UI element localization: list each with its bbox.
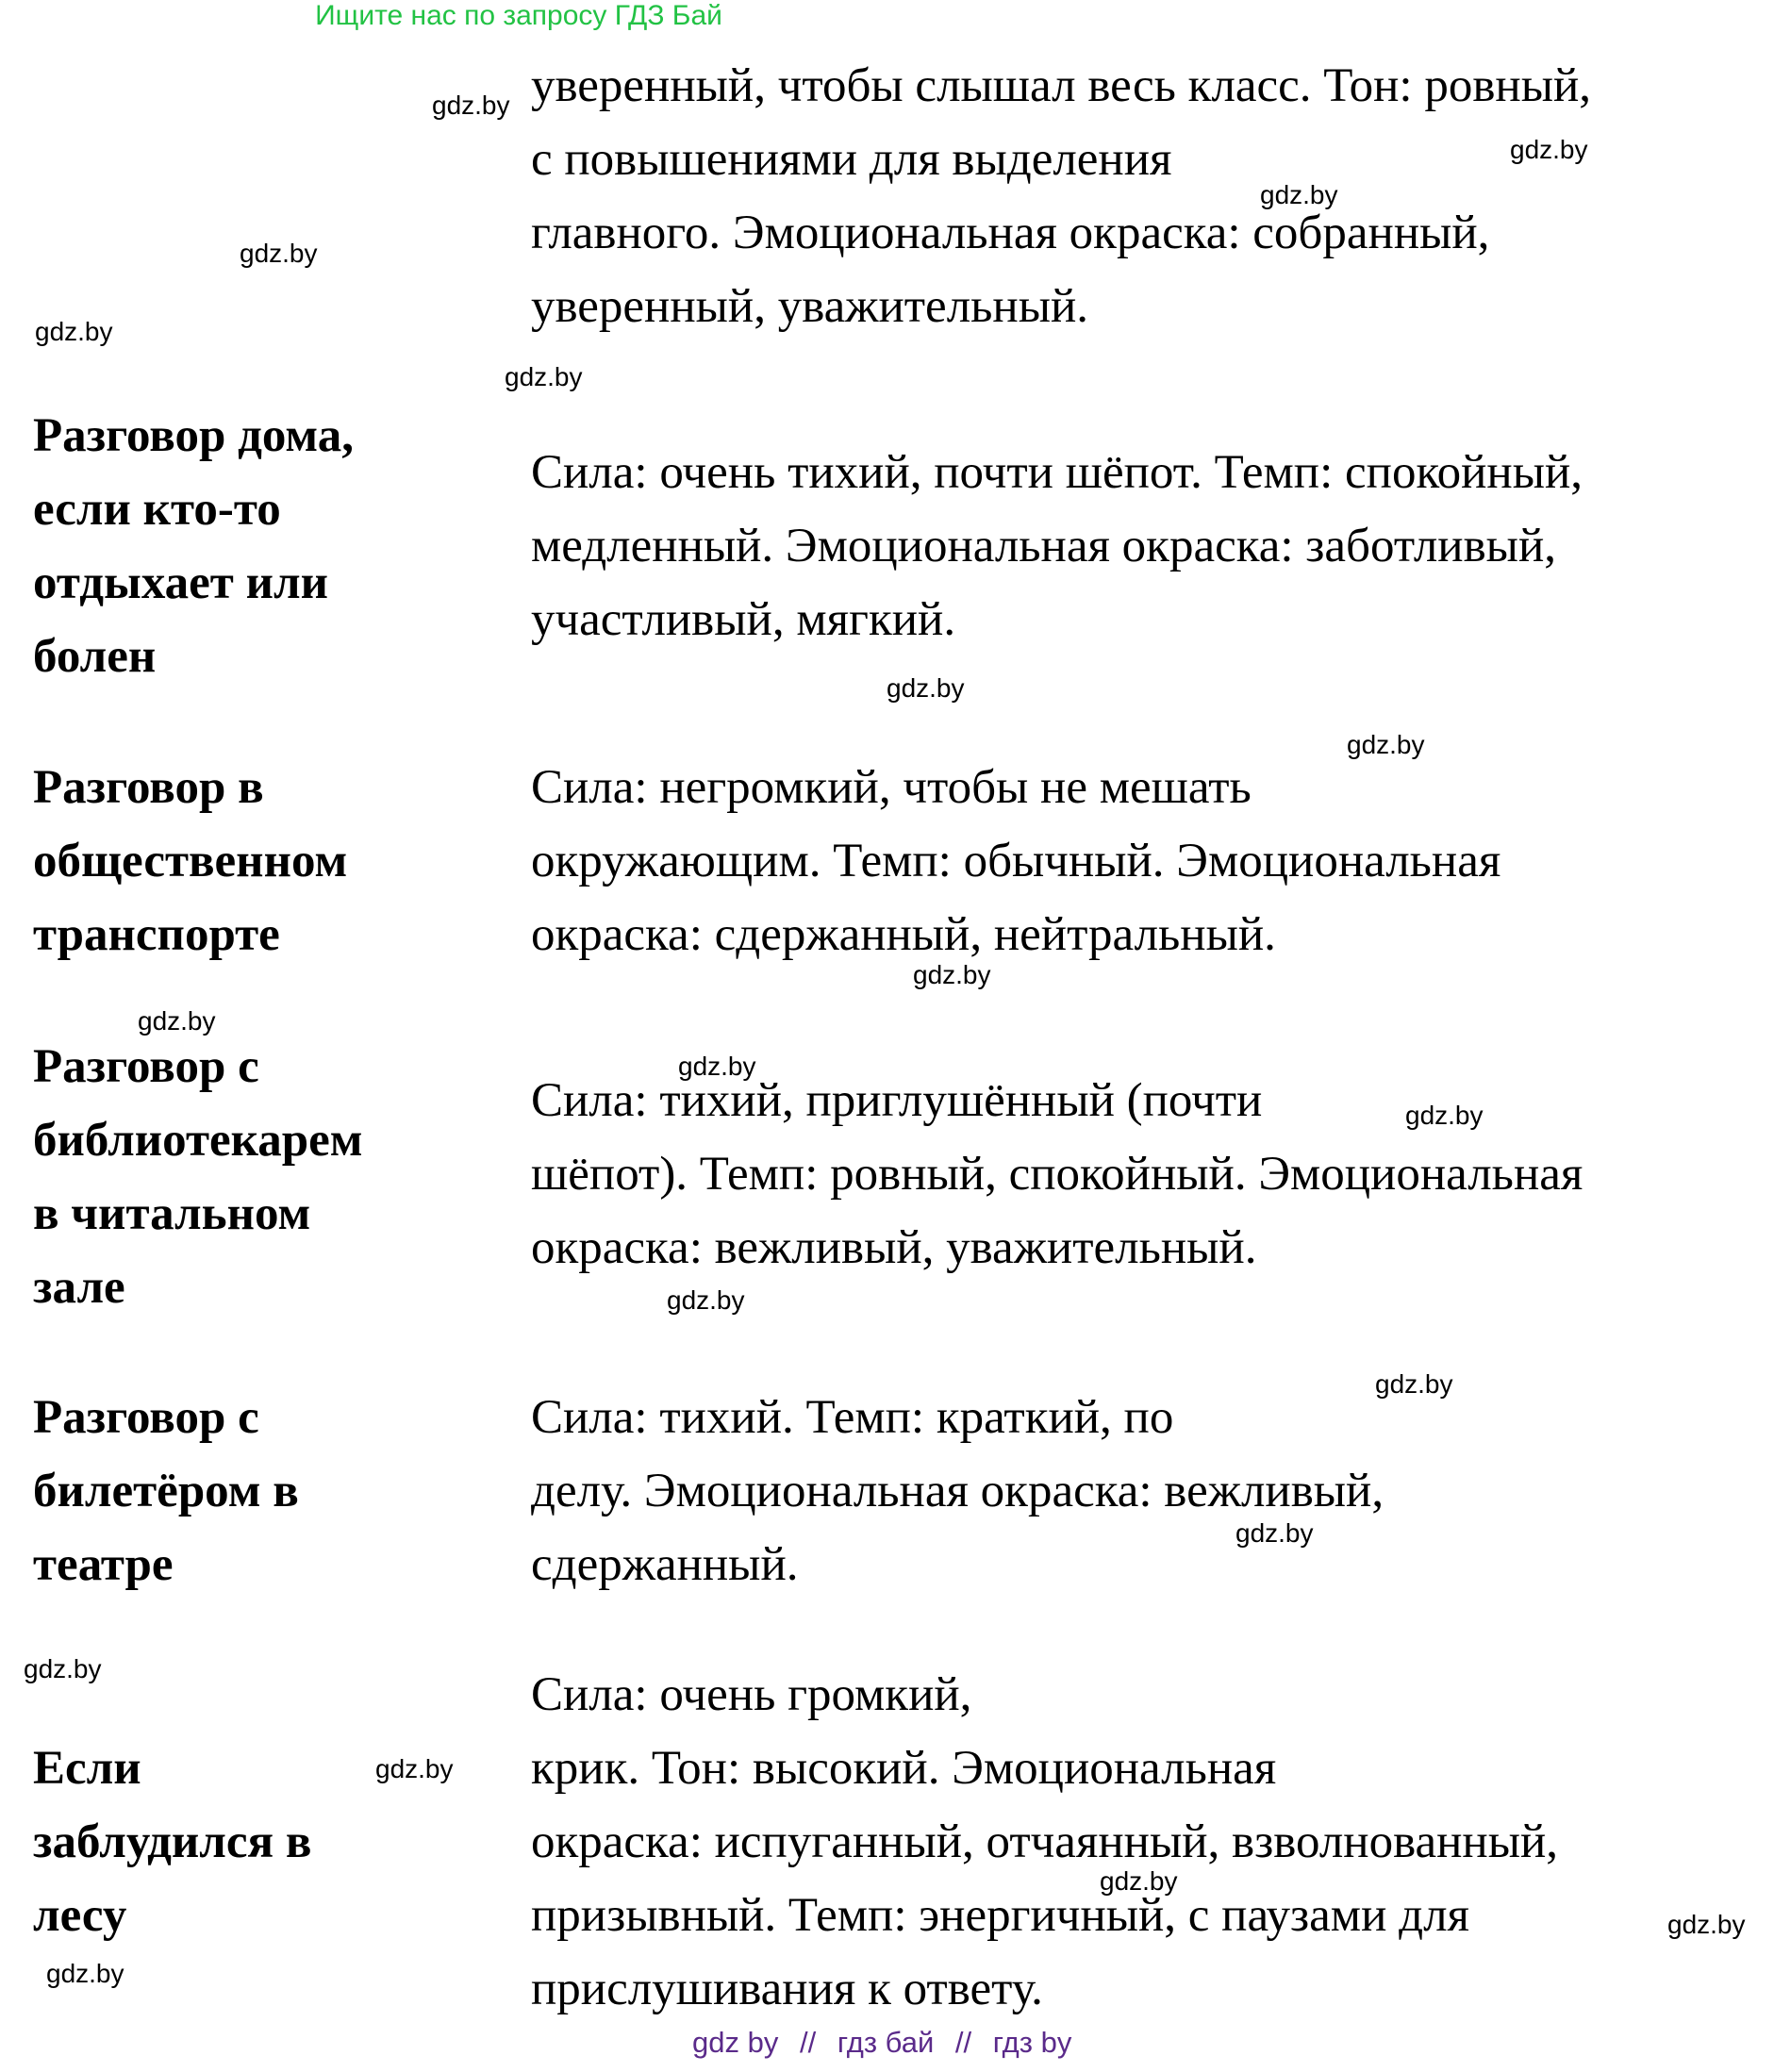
answer-line: шёпот). Темп: ровный, спокойный. Эмоциональная [531,1148,1583,1201]
situation-line: Если [33,1742,141,1795]
footer-link-gdz-by[interactable]: gdz by [692,2026,779,2059]
answer-line: окраска: вежливый, уважительный. [531,1221,1257,1274]
situation-library [33,1030,362,1324]
answer-line: окраска: испуганный, отчаянный, взволнованный, [531,1815,1559,1868]
situation-line: театре [33,1538,174,1591]
answer-line: сдержанный. [531,1538,799,1591]
situation-line: транспорте [33,908,280,961]
situation-line: зале [33,1261,125,1314]
watermark: gdz.by [667,1285,745,1315]
watermark: gdz.by [24,1654,102,1683]
answer-library [531,1064,1583,1285]
answer-line: с повышениями для выделения [531,133,1172,186]
answer-line: уверенный, уважительный. [531,280,1089,333]
watermark: gdz.by [1375,1369,1453,1399]
situation-line: библиотекарем [33,1114,363,1167]
situation-line: лесу [33,1889,127,1942]
answer-line: главного. Эмоциональная окраска: собранный, [531,207,1490,259]
watermark: gdz.by [1667,1910,1746,1939]
watermark: gdz.by [1260,180,1338,209]
watermark: gdz.by [375,1754,454,1783]
watermark: gdz.by [138,1006,216,1036]
watermark: gdz.by [678,1052,756,1081]
watermark: gdz.by [240,239,318,268]
situation-line: Разговор с [33,1040,259,1093]
watermark: gdz.by [1510,135,1588,164]
footer-separator: // [954,2026,972,2059]
situation-line: болен [33,630,157,683]
answer-line: призывный. Темп: энергичный, с паузами для [531,1889,1469,1942]
watermark: gdz.by [1235,1518,1314,1548]
situation-line: Разговор в [33,761,264,814]
watermark: gdz.by [1347,730,1425,759]
watermark: gdz.by [46,1959,124,1988]
footer-links [0,2026,1774,2060]
answer-forest [531,1658,1558,2026]
footer-link-gdz-by-cyr[interactable]: гдз by [992,2026,1072,2059]
situation-line: отдыхает или [33,556,328,609]
situation-line: билетёром в [33,1465,299,1517]
answer-line: Сила: очень тихий, почти шёпот. Темп: спокойный, [531,446,1583,499]
situation-line: общественном [33,835,348,887]
watermark: gdz.by [913,960,991,989]
situation-theatre [33,1381,299,1601]
watermark: gdz.by [35,317,113,346]
watermark: gdz.by [1100,1866,1178,1896]
situation-line: Разговор с [33,1391,259,1444]
answer-line: Сила: очень громкий, [531,1668,972,1721]
answer-home [531,436,1583,656]
answer-line: делу. Эмоциональная окраска: вежливый, [531,1465,1384,1517]
top-banner: Ищите нас по запросу ГДЗ Бай [315,0,722,31]
answer-line: окружающим. Темп: обычный. Эмоциональная [531,835,1501,887]
watermark: gdz.by [432,91,510,120]
situation-line: в читальном [33,1187,311,1240]
answer-theatre [531,1381,1384,1601]
footer-separator: // [799,2026,817,2059]
answer-line: участливый, мягкий. [531,593,956,646]
situation-line: заблудился в [33,1815,312,1868]
situation-line: Разговор дома, [33,409,355,462]
situation-forest [33,1732,311,1952]
intro-answer [531,49,1591,343]
answer-line: прислушивания к ответу. [531,1963,1043,2015]
answer-line: крик. Тон: высокий. Эмоциональная [531,1742,1277,1795]
watermark: gdz.by [505,362,583,391]
answer-line: Сила: тихий, приглушённый (почти [531,1074,1263,1127]
watermark: gdz.by [887,673,965,703]
watermark: gdz.by [1405,1101,1484,1130]
answer-line: окраска: сдержанный, нейтральный. [531,908,1276,961]
answer-line: уверенный, чтобы слышал весь класс. Тон: ровный, [531,59,1592,112]
answer-line: Сила: негромкий, чтобы не мешать [531,761,1252,814]
answer-line: Сила: тихий. Темп: краткий, по [531,1391,1174,1444]
situation-transport [33,751,347,971]
footer-link-gdz-bai[interactable]: гдз бай [837,2026,935,2059]
answer-transport [531,751,1500,971]
situation-line: если кто-то [33,483,281,536]
answer-line: медленный. Эмоциональная окраска: заботливый, [531,520,1556,572]
situation-home [33,399,354,693]
